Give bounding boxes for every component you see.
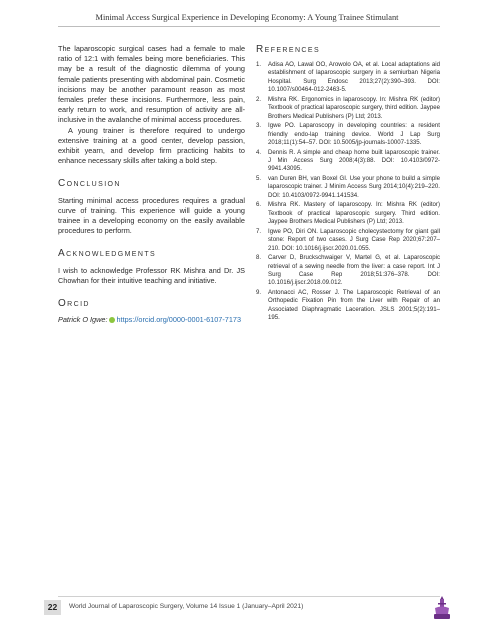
reference-item: [256, 149, 440, 174]
reference-text: Adisa AO, Lawal OO, Arowolo OA, et al. Local adaptations aid establishment of laparoscopic surgery in a semiurban Nigeria Hospital. Surg Endosc 2013;27(2):390–393. DOI: 10.1007/s00464-012-2463-5.: [268, 61, 440, 94]
running-title: Minimal Access Surgical Experience in Developing Economy: A Young Trainee Stimulant: [95, 13, 399, 22]
journal-citation: World Journal of Laparoscopic Surgery, Volume 14 Issue 1 (January–April 2021): [69, 603, 304, 610]
reference-text: Igwe PO. Laparoscopy in developing countries: a resident friendly endo-lap training device. World J Lap Surg 2018;11(1):54–57. DOI: 10.5005/jp-journals-10007-1335.: [268, 122, 440, 147]
reference-item: [256, 289, 440, 323]
left-column: [58, 44, 245, 325]
reference-text: Mishra RK. Mastery of laparoscopy. In: Mishra RK (editor) Textbook of practical laparoscopic surgery. Third edition. Jaypee Brothers Medical Publishers (P) Ltd; 2013.: [268, 201, 440, 226]
page-number: 22: [44, 600, 61, 615]
reference-number: 1.: [256, 61, 262, 68]
reference-text: Mishra RK. Ergonomics in laparoscopy. In: Mishra RK (editor) Textbook of practical laparoscopic surgery, third edition. Jaypee Brothers Medical Publishers (P) Ltd; 2013.: [268, 95, 440, 120]
orcid-author-name: Patrick O Igwe:: [58, 315, 108, 325]
reference-number: 2.: [256, 95, 262, 103]
reference-item: [256, 61, 440, 95]
header-divider: [58, 26, 440, 27]
body-paragraph: A young trainer is therefore required to undergo extensive training at a good center, develop passion, exhibit yearn, and develop firm practicing habits to enhance necessary skills after taking a bold step.: [58, 125, 245, 166]
reference-item: [256, 201, 440, 226]
references-heading: References: [256, 44, 321, 55]
conclusion-heading: Conclusion: [58, 178, 121, 190]
reference-number: 4.: [256, 148, 262, 156]
footer-divider: [58, 596, 440, 597]
reference-item: [256, 122, 440, 147]
orcid-heading: Orcid: [58, 298, 90, 310]
orcid-icon: [109, 317, 115, 323]
reference-number: 6.: [256, 201, 262, 209]
conclusion-text: Starting minimal access procedures requires a gradual curve of training. This experience will guide a young trainee in a developing economy on the easily available procedures to perform.: [58, 195, 245, 236]
reference-number: 5.: [256, 175, 262, 183]
reference-item: [256, 254, 440, 288]
reference-text: Antonacci AC, Rosser J. The Laparoscopic Retrieval of an Orthopedic Fixation Pin from the Liver with Repair of an Associated Diaphragmatic Laceration. JSLS 2001;5(2):191–195.: [268, 289, 440, 322]
reference-item: [256, 96, 440, 121]
reference-number: 3.: [256, 122, 262, 130]
right-column: [256, 44, 440, 324]
acknowledgments-text: I wish to acknowledge Professor RK Mishra and Dr. JS Chowhan for their intuitive teaching and initiative.: [58, 265, 245, 285]
reference-number: 9.: [256, 289, 262, 297]
body-paragraph: The laparoscopic surgical cases had a female to male ratio of 12:1 with females being more beneficiaries. This may be a result of the diagnostic dilemma of young female patients presenting with abdominal pain. Cosmetic incisions may be another paramount reason as most females prefer these incisions. Furthermore, less pain, early return to work, and resumption of activity are all-inclusive in the avalanche of minimal access procedures.: [58, 44, 245, 125]
reference-list: [256, 61, 440, 323]
publisher-logo-icon: [431, 595, 453, 621]
acknowledgments-heading: Acknowledgments: [58, 248, 157, 260]
orcid-link[interactable]: https://orcid.org/0000-0001-6107-7173: [116, 315, 242, 325]
reference-text: van Duren BH, van Boxel GI. Use your phone to build a simple laparoscopic trainer. J Minim Access Surg 2014;10(4):219–220. DOI: 10.4103/0972-9941.141534.: [268, 175, 440, 199]
reference-item: [256, 228, 440, 253]
reference-number: 8.: [256, 254, 262, 262]
reference-text: Igwe PO, Diri ON. Laparoscopic cholecystectomy for giant gall stone: Report of two cases. J Surg Case Rep 2020;67:207–210. DOI: 10.1016/j.ijscr.2020.01.055.: [268, 227, 440, 252]
reference-number: 7.: [256, 227, 262, 235]
reference-item: [256, 175, 440, 200]
orcid-entry: [58, 315, 245, 325]
reference-text: Dennis R. A simple and cheap home built laparoscopic trainer. J Min Access Surg 2008;4(3):88. DOI: 10.4103/0972-9941.43095.: [268, 148, 440, 173]
reference-text: Carver D, Bruckschwaiger V, Martel G, et al. Laparoscopic retrieval of a sewing needle from the liver: a case report. Int J Surg Case Rep 2018;51:376–378. DOI: 10.1016/j.ijscr.2018.09.012.: [268, 254, 440, 287]
